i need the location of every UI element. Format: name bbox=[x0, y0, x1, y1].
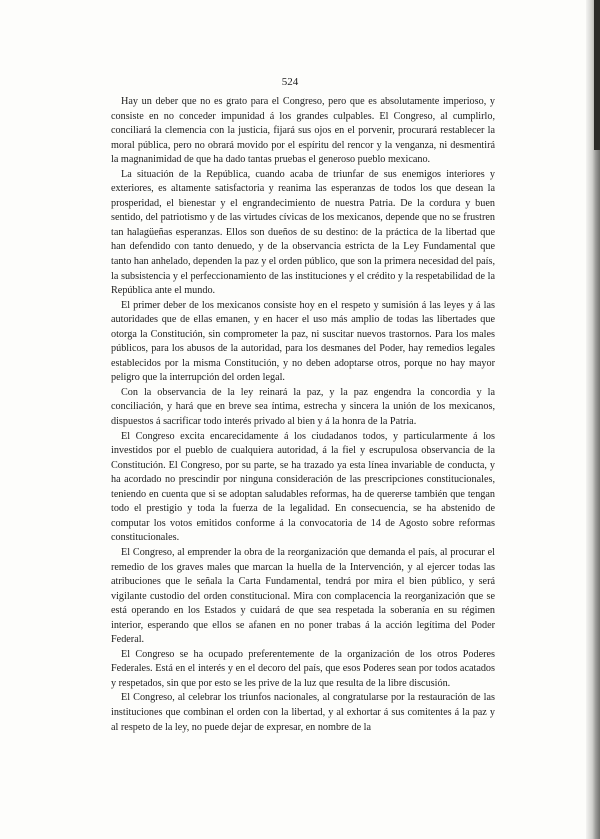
page-number: 524 bbox=[281, 76, 299, 88]
paragraph: Con la observancia de la ley reinará la paz, y la paz engendra la concordia y la conciliación, y hará que en breve sea íntima, estrecha y sincera la unión de los mexicanos, dispuestos á sacrificar todo interés privado al bien y á la honra de la Patria. bbox=[111, 386, 495, 428]
paragraph: El Congreso excita encarecidamente á los ciudadanos todos, y particularmente á los investidos por el pueblo de cualquiera autoridad, á la fiel y escrupulosa observancia de la Constitución. El Congreso, por su parte, se ha trazado ya esta línea invariable de conducta, y ha acordado no prescindir por ninguna consideración de las prescripciones constitucionales, teniendo en cuenta que si se adoptan saludables reformas, ha de quererse también que tengan todo el prestigio y toda la fuerza de la legalidad. En consecuencia, se ha abstenido de computar los votos emitidos conforme á la convocatoria de 14 de Agosto sobre reformas constitucionales. bbox=[111, 430, 495, 544]
paragraph: El Congreso, al emprender la obra de la reorganización que demanda el país, al procurar el remedio de los graves males que marcan la huella de la Intervención, y al ejercer todas las atribuciones que le señala la Carta Fundamental, tendrá por mira el bien público, y será vigilante custodio del orden constitucional. Mira con complacencia la reorganización que se está operando en los Estados y cuidará de que sea respetada la soberanía en su régimen interior, esperando que ellos se afanen en no poner trabas á la acción legítima del Poder Federal. bbox=[111, 546, 495, 646]
paragraph: El primer deber de los mexicanos consiste hoy en el respeto y sumisión á las leyes y á las autoridades que de ellas emanen, y en hacer el uso más amplio de todas las libertades que otorga la Constitución, sin comprometer la paz, ni suscitar nuevos trastornos. Para los males públicos, para los abusos de la autoridad, para los desmanes del Poder, hay remedios legales establecidos por la misma Constitución, y no deben adoptarse otros, porque no hay mayor peligro que la interrupción del orden legal. bbox=[111, 299, 495, 384]
paragraph: El Congreso, al celebrar los triunfos nacionales, al congratularse por la restauración de las instituciones que combinan el orden con la libertad, y al exhortar á sus comitentes á la paz y al respeto de la ley, no puede dejar de expresar, en nombre de la bbox=[111, 692, 495, 733]
binding-edge bbox=[594, 0, 600, 150]
paragraph: El Congreso se ha ocupado preferentemente de la organización de los otros Poderes Federales. Está en el interés y en el decoro del país, que esos Poderes sean por todos acatados y respetados, sin que por esto se les prive de la luz que resulta de la libre discusión. bbox=[111, 648, 495, 689]
paragraph: Hay un deber que no es grato para el Congreso, pero que es absolutamente imperioso, y consiste en no conceder impunidad á los grandes culpables. El Congreso, al cumplirlo, conciliará la clemencia con la justicia, fijará sus ojos en el porvenir, procurará restablecer la moral pública, pero no obrará movido por el espíritu del rencor y la venganza, ni desmentirá la magnanimidad de que ha dado tantas pruebas el generoso pueblo mexicano. bbox=[111, 96, 495, 166]
paragraph: La situación de la República, cuando acaba de triunfar de sus enemigos interiores y exteriores, es altamente satisfactoria y reanima las esperanzas de todos los que desean la prosperidad, el bienestar y el engrandecimiento de nuestra Patria. De la cordura y buen sentido, del patriotismo y de las virtudes cívicas de los mexicanos, depende que no se frustren tan halagüeñas esperanzas. Ellos son dueños de su destino: de la práctica de la libertad que han defendido con tanto denuedo, y de la observancia estricta de la Ley Fundamental que tanto han anhelado, dependen la paz y el orden público, que son la primera necesidad del país, la subsistencia y el perfeccionamiento de las instituciones y el crédito y la respetabilidad de la República ante el mundo. bbox=[111, 168, 495, 297]
body-text bbox=[111, 95, 495, 735]
